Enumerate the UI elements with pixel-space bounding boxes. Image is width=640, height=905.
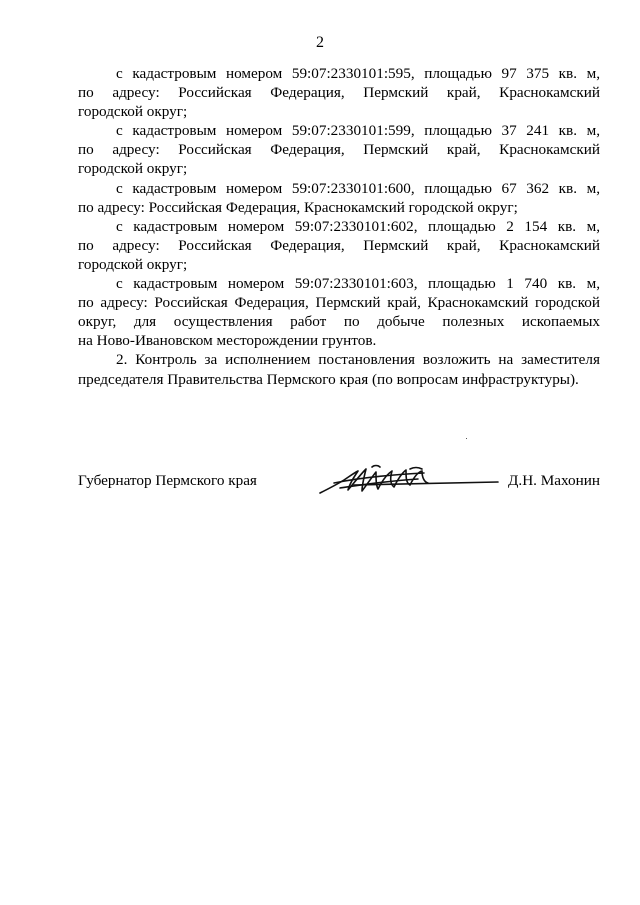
text-line: городской округ;	[78, 103, 188, 121]
text-line: по адресу: Российская Федерация, Краснокамский городской округ;	[78, 198, 518, 216]
text-line: по адресу: Российская Федерация, Пермский край, Краснокамский	[78, 236, 600, 254]
paragraph	[78, 274, 600, 350]
paragraph	[78, 217, 600, 274]
text-line: с кадастровым номером 59:07:2330101:599, площадью 37 241 кв. м,	[116, 122, 600, 140]
text-line: 2. Контроль за исполнением постановления возложить на заместителя	[116, 351, 600, 369]
signature-block	[78, 463, 600, 503]
signatory-position: Губернатор Пермского края	[78, 472, 257, 489]
text-line: с кадастровым номером 59:07:2330101:602, площадью 2 154 кв. м,	[116, 217, 600, 235]
text-line: по адресу: Российская Федерация, Пермский край, Краснокамский	[78, 84, 600, 102]
text-line: городской округ;	[78, 255, 188, 273]
text-line: с кадастровым номером 59:07:2330101:603, площадью 1 740 кв. м,	[116, 275, 600, 293]
text-line: с кадастровым номером 59:07:2330101:595, площадью 97 375 кв. м,	[116, 65, 600, 82]
handwritten-signature-icon	[314, 463, 500, 499]
paragraph	[78, 121, 600, 178]
text-line: по адресу: Российская Федерация, Пермский край, Краснокамский	[78, 141, 600, 159]
page-number: 2	[316, 34, 324, 51]
text-line: округ, для осуществления работ по добыче полезных ископаемых	[78, 313, 600, 331]
text-line: городской округ;	[78, 160, 188, 178]
paragraph	[78, 179, 600, 217]
text-line: по адресу: Российская Федерация, Пермский край, Краснокамский городской	[78, 294, 600, 312]
paragraph	[78, 64, 600, 121]
paragraph	[78, 350, 600, 388]
text-line: с кадастровым номером 59:07:2330101:600, площадью 67 362 кв. м,	[116, 179, 600, 197]
document-body	[78, 64, 600, 389]
text-line: на Ново-Ивановском месторождении грунтов.	[78, 332, 377, 350]
scan-speck	[466, 438, 467, 439]
signatory-name: Д.Н. Махонин	[508, 472, 600, 489]
text-line: председателя Правительства Пермского края (по вопросам инфраструктуры).	[78, 370, 579, 388]
